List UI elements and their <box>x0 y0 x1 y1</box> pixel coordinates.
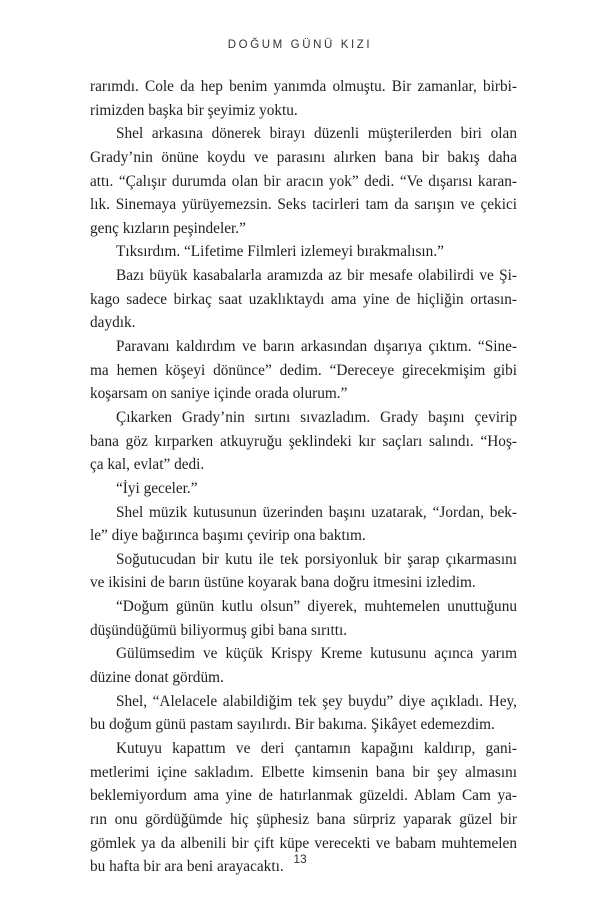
text-line: ma hemen köşeyi dönünce” dedim. “Dereceye girecekmişim gibi <box>90 361 517 379</box>
text-line: bana göz kırparken atkuyruğu şeklindeki kır saçları salındı. “Hoş- <box>90 432 517 450</box>
text-line: rın onu gördüğümde hiç şüphesiz bana sürpriz yaparak güzel bir <box>90 810 517 828</box>
text-line: düzine donat gördüm. <box>90 669 224 687</box>
text-line: Shel müzik kutusunun üzerinden başını uzatarak, “Jordan, bek- <box>116 503 517 521</box>
text-line: rimizden başka bir şeyimiz yoktu. <box>90 101 298 119</box>
text-line: lık. Sinemaya yürüyemezsin. Seks tacirleri tam da sarışın ve çekici <box>90 196 517 214</box>
text-line: düşündüğümü biliyormuş gibi bana sırıttı. <box>90 621 348 639</box>
text-line: Bazı büyük kasabalarla aramızda az bir mesafe olabilirdi ve Şi- <box>116 267 517 285</box>
page-number: 13 <box>293 852 307 866</box>
text-line: koşarsam on saniye içinde orada olurum.” <box>90 385 348 403</box>
text-line: Grady’nin önüne koydu ve parasını alırken bana bir bakış daha <box>90 148 517 166</box>
text-line: Shel arkasına dönerek birayı düzenli müşterilerden biri olan <box>116 125 517 143</box>
text-line: “İyi geceler.” <box>116 479 198 497</box>
text-line: Soğutucudan bir kutu ile tek porsiyonluk bir şarap çıkarmasını <box>116 550 517 568</box>
text-line: Kutuyu kapattım ve deri çantamın kapağını kaldırıp, gani- <box>116 739 517 757</box>
text-line: beklemiyordum ama yine de hatırlanmak güzeldi. Ablam Cam ya- <box>90 787 517 805</box>
text-line: rarımdı. Cole da hep benim yanımda olmuştu. Bir zamanlar, birbi- <box>90 78 517 95</box>
text-line: Çıkarken Grady’nin sırtını sıvazladım. Grady başını çevirip <box>116 408 517 426</box>
text-line: genç kızların peşindeler.” <box>90 219 246 237</box>
text-line: “Doğum günün kutlu olsun” diyerek, muhtemelen unuttuğunu <box>116 598 517 616</box>
text-line: Paravanı kaldırdım ve barın arkasından dışarıya çıktım. “Sine- <box>116 338 517 356</box>
body-text <box>90 75 517 879</box>
text-line: daydık. <box>90 314 136 332</box>
text-line: le” diye bağırınca başımı çevirip ona baktım. <box>90 527 366 545</box>
text-line: ça kal, evlat” dedi. <box>90 456 205 474</box>
text-line: gömlek ya da albenili bir çift küpe verecekti ve babam muhtemelen <box>90 834 517 852</box>
text-line: Tıksırdım. “Lifetime Filmleri izlemeyi bırakmalısın.” <box>116 243 444 261</box>
running-head: DOĞUM GÜNÜ KIZI <box>227 39 373 51</box>
text-line: bu doğum günü pastam sayılırdı. Bir bakıma. Şikâyet edemezdim. <box>90 716 495 734</box>
text-line: kago sadece birkaç saat uzaklıktaydı ama yine de hiçliğin ortasın- <box>90 290 517 308</box>
text-line: bu hafta bir ara beni arayacaktı. <box>90 858 284 876</box>
text-line: metlerimi içine sakladım. Elbette kimsenin bana bir şey almasını <box>90 763 517 781</box>
text-line: Shel, “Alelacele alabildiğim tek şey buydu” diye açıkladı. Hey, <box>116 692 517 710</box>
text-line: attı. “Çalışır durumda olan bir aracın yok” dedi. “Ve dışarısı karan- <box>90 172 517 190</box>
text-line: Gülümsedim ve küçük Krispy Kreme kutusunu açınca yarım <box>116 645 517 663</box>
text-line: ve ikisini de barın üstüne koyarak bana doğru itmesini izledim. <box>90 574 476 592</box>
